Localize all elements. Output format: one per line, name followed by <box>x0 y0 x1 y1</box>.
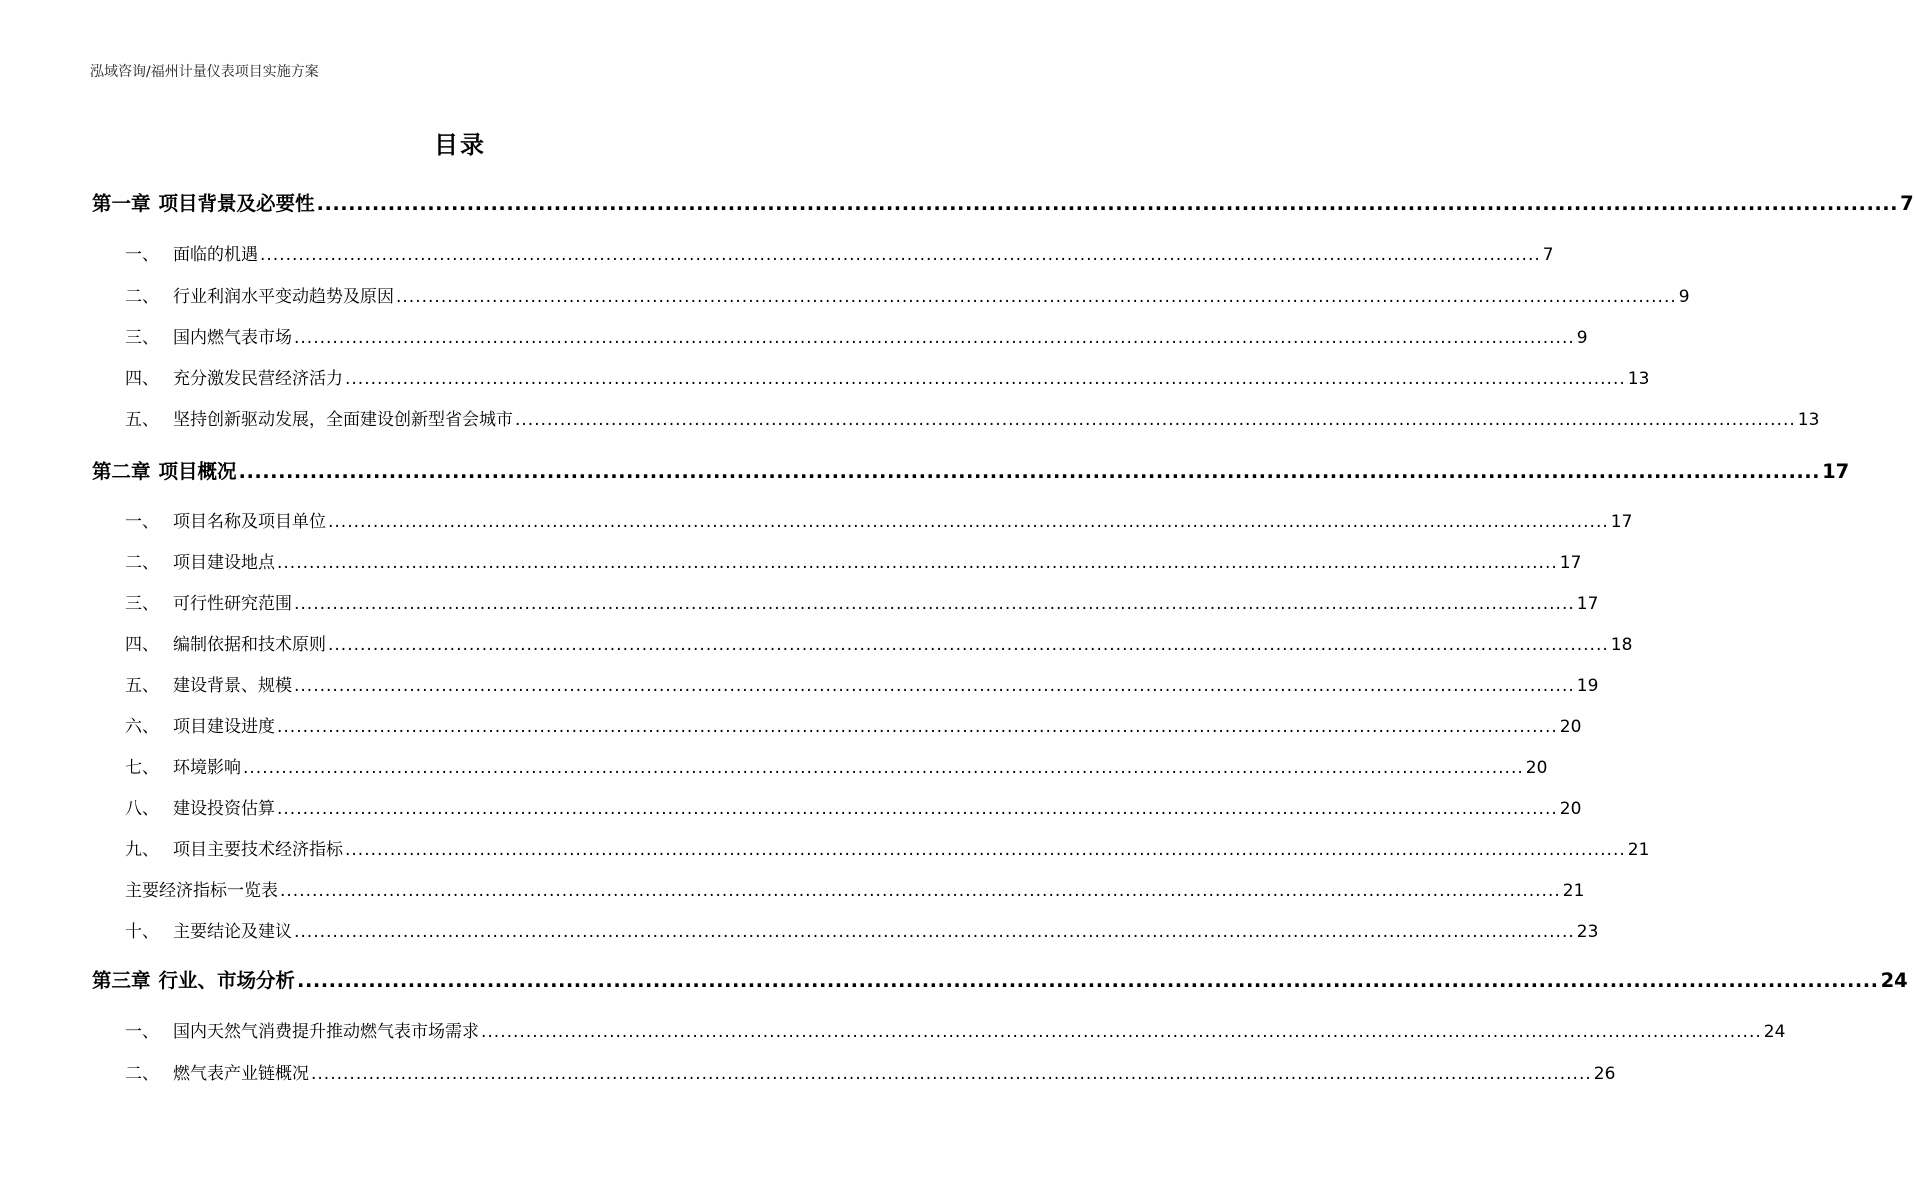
toc-entry-number: 三、 <box>125 328 159 348</box>
dot-leader: ........................................................................................................................................................................................................ <box>481 1022 1762 1042</box>
toc-page-number: 20 <box>1525 758 1548 778</box>
toc-entry-number: 二、 <box>125 553 159 573</box>
toc-page-number: 24 <box>1763 1022 1786 1042</box>
dot-leader: ........................................................................................................................................................................................................ <box>238 460 1821 483</box>
toc-page-number: 20 <box>1559 717 1582 737</box>
toc-entry-label <box>92 965 295 993</box>
toc-entry-label <box>125 712 275 737</box>
dot-leader: ........................................................................................................................................................................................................ <box>277 553 1558 573</box>
toc-entry-number: 三、 <box>125 594 159 614</box>
toc-page-number: 18 <box>1610 635 1633 655</box>
toc-section-entry[interactable] <box>125 753 1548 778</box>
toc-section-entry[interactable] <box>125 835 1650 860</box>
toc-entry-label <box>92 456 237 484</box>
toc-entry-text: 国内天然气消费提升推动燃气表市场需求 <box>173 1022 479 1042</box>
toc-entry-label <box>125 282 394 307</box>
toc-page-number: 7 <box>1542 245 1554 265</box>
toc-entry-text: 环境影响 <box>173 758 241 778</box>
dot-leader: ........................................................................................................................................................................................................ <box>328 635 1609 655</box>
toc-entry-number: 第一章 <box>92 192 151 215</box>
toc-entry-label <box>125 548 275 573</box>
toc-entry-number: 十、 <box>125 922 159 942</box>
toc-entry-text: 项目概况 <box>158 460 237 483</box>
toc-entry-label <box>125 876 278 901</box>
toc-entry-label <box>125 630 326 655</box>
toc-page-number: 7 <box>1900 192 1914 215</box>
toc-entry-number: 二、 <box>125 287 159 307</box>
toc-entry-text: 主要结论及建议 <box>173 922 292 942</box>
toc-entry-number: 第三章 <box>92 969 151 992</box>
toc-page-number: 20 <box>1559 799 1582 819</box>
dot-leader: ........................................................................................................................................................................................................ <box>515 410 1796 430</box>
toc-entry-number: 六、 <box>125 717 159 737</box>
toc-section-entry[interactable] <box>125 712 1582 737</box>
toc-section-entry[interactable] <box>125 364 1650 389</box>
toc-entry-text: 面临的机遇 <box>173 245 258 265</box>
toc-chapter-entry[interactable] <box>92 456 1850 484</box>
toc-entry-text: 主要经济指标一览表 <box>125 881 278 901</box>
toc-entry-text: 建设投资估算 <box>173 799 275 819</box>
toc-section-entry[interactable] <box>125 1059 1616 1084</box>
toc-entry-number: 五、 <box>125 676 159 696</box>
dot-leader: ........................................................................................................................................................................................................ <box>294 676 1575 696</box>
toc-entry-text: 行业、市场分析 <box>158 969 296 992</box>
toc-entry-text: 项目名称及项目单位 <box>173 512 326 532</box>
running-header: 泓域咨询/福州计量仪表项目实施方案 <box>90 64 319 80</box>
toc-section-entry[interactable] <box>125 589 1599 614</box>
toc-entry-text: 项目主要技术经济指标 <box>173 840 343 860</box>
toc-entry-label <box>125 323 292 348</box>
toc-entry-text: 燃气表产业链概况 <box>173 1064 309 1084</box>
toc-entry-label <box>125 753 241 778</box>
toc-entry-number: 第二章 <box>92 460 151 483</box>
dot-leader: ........................................................................................................................................................................................................ <box>316 192 1899 215</box>
toc-entry-text: 项目背景及必要性 <box>158 192 315 215</box>
dot-leader: ........................................................................................................................................................................................................ <box>311 1064 1592 1084</box>
toc-page-number: 21 <box>1627 840 1650 860</box>
toc-entry-label <box>125 671 292 696</box>
dot-leader: ........................................................................................................................................................................................................ <box>297 969 1879 992</box>
toc-entry-number: 一、 <box>125 1022 159 1042</box>
toc-section-entry[interactable] <box>125 917 1599 942</box>
toc-entry-text: 坚持创新驱动发展，全面建设创新型省会城市 <box>173 410 513 430</box>
toc-title: 目录 <box>434 131 486 159</box>
toc-entry-number: 四、 <box>125 369 159 389</box>
toc-page-number: 17 <box>1576 594 1599 614</box>
toc-entry-label <box>125 405 513 430</box>
toc-entry-number: 一、 <box>125 512 159 532</box>
toc-entry-text: 项目建设地点 <box>173 553 275 573</box>
toc-entry-number: 七、 <box>125 758 159 778</box>
toc-entry-text: 编制依据和技术原则 <box>173 635 326 655</box>
toc-page-number: 17 <box>1822 460 1850 483</box>
dot-leader: ........................................................................................................................................................................................................ <box>328 512 1609 532</box>
toc-chapter-entry[interactable] <box>92 188 1914 216</box>
toc-entry-label <box>92 188 315 216</box>
dot-leader: ........................................................................................................................................................................................................ <box>396 287 1677 307</box>
toc-page-number: 9 <box>1576 328 1588 348</box>
toc-page-number: 13 <box>1627 369 1650 389</box>
toc-entry-number: 二、 <box>125 1064 159 1084</box>
toc-entry-number: 九、 <box>125 840 159 860</box>
toc-page-number: 19 <box>1576 676 1599 696</box>
toc-entry-text: 国内燃气表市场 <box>173 328 292 348</box>
toc-entry-number: 八、 <box>125 799 159 819</box>
dot-leader: ........................................................................................................................................................................................................ <box>280 881 1561 901</box>
toc-entry-label <box>125 240 258 265</box>
toc-entry-label <box>125 794 275 819</box>
toc-entry-label <box>125 835 343 860</box>
toc-entry-label <box>125 917 292 942</box>
toc-page-number: 23 <box>1576 922 1599 942</box>
toc-section-entry[interactable] <box>125 507 1633 532</box>
toc-section-entry[interactable] <box>125 405 1820 430</box>
dot-leader: ........................................................................................................................................................................................................ <box>243 758 1524 778</box>
toc-page-number: 17 <box>1559 553 1582 573</box>
dot-leader: ........................................................................................................................................................................................................ <box>277 717 1558 737</box>
toc-page-number: 13 <box>1797 410 1820 430</box>
toc-entry-label <box>125 1017 479 1042</box>
toc-entry-label <box>125 364 343 389</box>
toc-entry-label <box>125 589 292 614</box>
toc-section-entry[interactable] <box>125 548 1582 573</box>
dot-leader: ........................................................................................................................................................................................................ <box>294 328 1575 348</box>
toc-page-number: 24 <box>1880 969 1908 992</box>
toc-entry-text: 建设背景、规模 <box>173 676 292 696</box>
dot-leader: ........................................................................................................................................................................................................ <box>294 922 1575 942</box>
toc-section-entry[interactable] <box>125 282 1690 307</box>
toc-page-number: 21 <box>1562 881 1585 901</box>
toc-section-entry[interactable] <box>125 794 1582 819</box>
dot-leader: ........................................................................................................................................................................................................ <box>345 840 1626 860</box>
toc-section-entry[interactable] <box>125 630 1633 655</box>
toc-page-number: 17 <box>1610 512 1633 532</box>
toc-entry-number: 四、 <box>125 635 159 655</box>
toc-section-entry[interactable] <box>125 240 1554 265</box>
toc-entry-text: 项目建设进度 <box>173 717 275 737</box>
toc-section-entry[interactable] <box>125 876 1585 901</box>
toc-page-number: 26 <box>1593 1064 1616 1084</box>
toc-entry-label <box>125 507 326 532</box>
toc-entry-number: 一、 <box>125 245 159 265</box>
toc-entry-text: 可行性研究范围 <box>173 594 292 614</box>
toc-page-number: 9 <box>1678 287 1690 307</box>
toc-section-entry[interactable] <box>125 1017 1786 1042</box>
toc-entry-number: 五、 <box>125 410 159 430</box>
dot-leader: ........................................................................................................................................................................................................ <box>345 369 1626 389</box>
dot-leader: ........................................................................................................................................................................................................ <box>294 594 1575 614</box>
toc-section-entry[interactable] <box>125 323 1588 348</box>
toc-entry-text: 充分激发民营经济活力 <box>173 369 343 389</box>
toc-section-entry[interactable] <box>125 671 1599 696</box>
dot-leader: ........................................................................................................................................................................................................ <box>277 799 1558 819</box>
dot-leader: ........................................................................................................................................................................................................ <box>260 245 1541 265</box>
toc-entry-label <box>125 1059 309 1084</box>
toc-chapter-entry[interactable] <box>92 965 1908 993</box>
toc-entry-text: 行业利润水平变动趋势及原因 <box>173 287 394 307</box>
